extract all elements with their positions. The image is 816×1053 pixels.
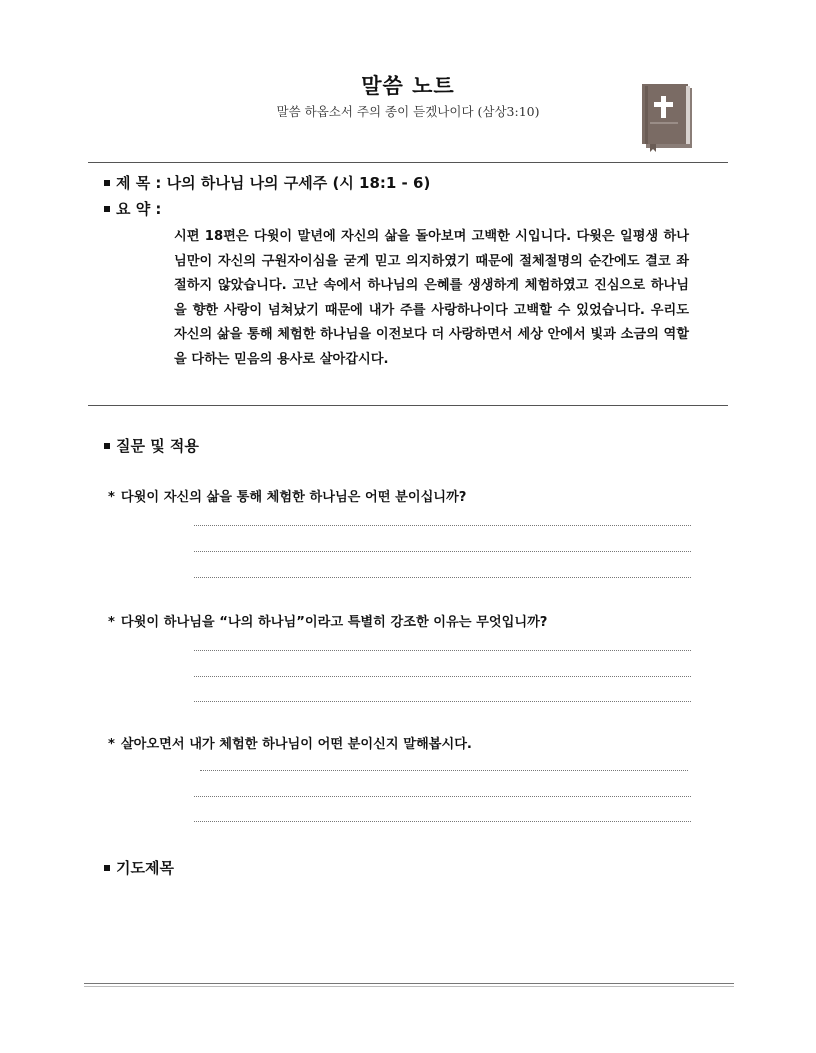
page-title: 말씀 노트	[361, 74, 455, 98]
question-2	[108, 611, 547, 630]
summary-label: 요 약 :	[116, 200, 162, 218]
star-bullet: *	[108, 737, 115, 752]
star-bullet: *	[108, 615, 115, 630]
question-3	[108, 733, 472, 752]
answer-line[interactable]	[194, 551, 691, 552]
topic-label: 제 목 :	[116, 174, 162, 192]
topic-text: 나의 하나님 나의 구세주 (시 18:1 - 6)	[166, 174, 431, 192]
question-text: 다윗이 자신의 삶을 통해 체험한 하나님은 어떤 분이십니까?	[120, 490, 467, 505]
answer-line[interactable]	[194, 701, 691, 702]
footer-divider	[84, 983, 734, 987]
section-divider	[88, 405, 728, 406]
header-divider	[88, 162, 728, 163]
answer-line[interactable]	[200, 770, 688, 771]
answer-line[interactable]	[194, 821, 691, 822]
star-bullet: *	[108, 490, 115, 505]
answer-line[interactable]	[194, 650, 691, 651]
answer-line[interactable]	[194, 577, 691, 578]
answer-line[interactable]	[194, 676, 691, 677]
answer-line[interactable]	[194, 525, 691, 526]
page-subtitle: 말씀 하옵소서 주의 종이 듣겠나이다 (삼상3:10)	[276, 104, 540, 119]
square-bullet-icon	[104, 180, 110, 186]
question-text: 다윗이 하나님을 “나의 하나님”이라고 특별히 강조한 이유는 무엇입니까?	[120, 615, 548, 630]
prayer-header-label: 기도제목	[116, 859, 174, 877]
prayer-section-header	[104, 857, 174, 878]
square-bullet-icon	[104, 443, 110, 449]
square-bullet-icon	[104, 865, 110, 871]
topic-row	[104, 172, 430, 193]
bible-icon	[640, 82, 696, 154]
square-bullet-icon	[104, 206, 110, 212]
summary-text: 시편 18편은 다윗이 말년에 자신의 삶을 돌아보며 고백한 시입니다. 다윗은 일평생 하나님만이 자신의 구원자이심을 굳게 믿고 의지하였기 때문에 절체절명의 순간에도 결코 좌절하지 않았습니다. 고난 속에서 하나님의 은혜를 생생하게 체험하였고 진심으로 하나님을 향한 사랑이 넘쳐났기 때문에 내가 주를 사랑하나이다 고백할 수 있었습니다. 우리도 자신의 삶을 통해 체험한 하나님을 이전보다 더 사랑하면서 세상 안에서 빛과 소금의 역할을 다하는 믿음의 용사로 살아갑시다.	[174, 229, 689, 367]
answer-line[interactable]	[194, 796, 691, 797]
question-text: 살아오면서 내가 체험한 하나님이 어떤 분이신지 말해봅시다.	[120, 737, 472, 752]
qa-header-label: 질문 및 적용	[116, 437, 199, 455]
summary-row	[104, 198, 161, 219]
qa-section-header	[104, 435, 199, 456]
question-1	[108, 486, 466, 505]
